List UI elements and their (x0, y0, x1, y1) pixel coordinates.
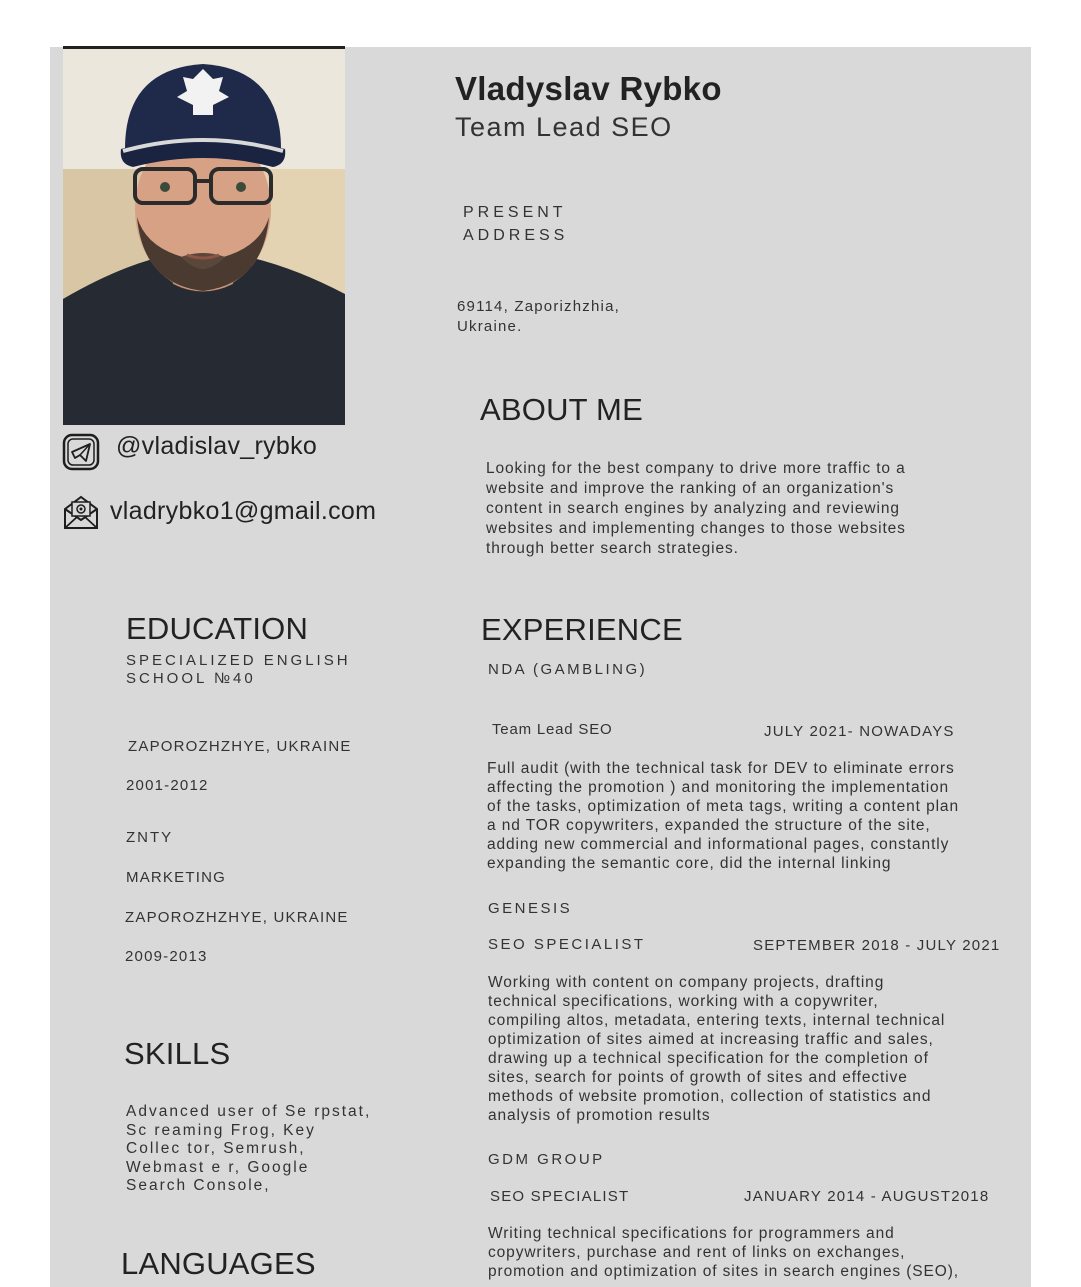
job-position: Team Lead SEO (492, 721, 613, 738)
about-heading: ABOUT ME (480, 392, 643, 427)
profile-photo (63, 46, 345, 425)
job-line: a nd TOR copywriters, expanded the structure of the site, (487, 817, 931, 834)
job-line: promotion and optimization of sites in search engines (SEO), (488, 1263, 959, 1280)
skills-line: Sc reaming Frog, Key (126, 1121, 316, 1139)
job-period: SEPTEMBER 2018 - JULY 2021 (753, 937, 1001, 954)
address-label-line2: ADDRESS (463, 227, 569, 244)
skills-heading: SKILLS (124, 1036, 231, 1071)
about-line: Looking for the best company to drive more traffic to a (486, 460, 906, 477)
job-line: drawing up a technical specification for the completion of (488, 1050, 929, 1067)
education-heading: EDUCATION (126, 611, 309, 646)
job-line: compiling altos, metadata, entering texts, internal technical (488, 1012, 946, 1029)
job-company: NDA (GAMBLING) (488, 661, 648, 678)
job-position: SEO SPECIALIST (490, 1188, 630, 1205)
person-name: Vladyslav Rybko (455, 70, 722, 107)
job-position: SEO SPECIALIST (488, 936, 646, 953)
portrait-illustration (63, 49, 345, 425)
job-line: methods of website promotion, collection of statistics and (488, 1088, 932, 1105)
languages-heading: LANGUAGES (121, 1246, 316, 1281)
about-line: websites and implementing changes to those websites (486, 520, 906, 537)
telegram-handle[interactable]: @vladislav_rybko (116, 432, 318, 460)
skills-line: Search Console, (126, 1177, 271, 1194)
education-school-line1: SPECIALIZED ENGLISH (126, 652, 351, 669)
address-label-line1: PRESENT (463, 204, 567, 221)
job-line: technical specifications, working with a copywriter, (488, 993, 879, 1010)
job-line: affecting the promotion ) and monitoring the implementation (487, 779, 950, 796)
job-line: adding new commercial and informational pages, constantly (487, 836, 950, 853)
skills-line: Advanced user of Se rpstat, (126, 1103, 372, 1120)
email-icon (62, 493, 100, 531)
job-period: JULY 2021- NOWADAYS (764, 723, 955, 740)
address-line1: 69114, Zaporizhzhia, (457, 298, 620, 315)
job-description (488, 1224, 1018, 1281)
address-line2: Ukraine. (457, 318, 523, 335)
about-line: content in search engines by analyzing and reviewing (486, 500, 900, 517)
job-line: analysis of promotion results (488, 1107, 711, 1124)
person-title: Team Lead SEO (455, 112, 673, 142)
job-line: sites, search for points of growth of sites and effective (488, 1069, 908, 1086)
education-school-location: ZAPOROZHZHYE, UKRAINE (128, 738, 352, 755)
job-line: Writing technical specifications for programmers and (488, 1225, 895, 1242)
about-text (486, 459, 966, 558)
education-uni-years: 2009-2013 (125, 948, 208, 965)
education-school-years: 2001-2012 (126, 777, 209, 794)
job-period: JANUARY 2014 - AUGUST2018 (744, 1188, 990, 1205)
email-address[interactable]: vladrybko1@gmail.com (110, 497, 377, 525)
job-line: copywriters, purchase and rent of links on exchanges, (488, 1244, 906, 1261)
job-line: Working with content on company projects, drafting (488, 974, 885, 991)
education-uni-location: ZAPOROZHZHYE, UKRAINE (125, 909, 349, 926)
job-description (488, 973, 1018, 1125)
education-uni: ZNTY (126, 829, 174, 846)
job-line: of the tasks, optimization of meta tags, writing a content plan (487, 798, 959, 815)
experience-heading: EXPERIENCE (481, 612, 683, 647)
job-company: GDM GROUP (488, 1151, 605, 1168)
job-line: optimization of sites aimed at increasing traffic and sales, (488, 1031, 934, 1048)
skills-text (126, 1103, 371, 1196)
job-line: expanding the semantic core, did the internal linking (487, 855, 892, 872)
job-line: Full audit (with the technical task for DEV to eliminate errors (487, 760, 955, 777)
about-line: website and improve the ranking of an organization's (486, 480, 895, 497)
telegram-icon (62, 433, 100, 471)
job-company: GENESIS (488, 900, 573, 917)
job-description (487, 759, 1027, 873)
skills-line: Webmast e r, Google (126, 1158, 310, 1176)
education-uni-field: MARKETING (126, 869, 226, 886)
about-line: through better search strategies. (486, 540, 739, 557)
education-school-line2: SCHOOL №40 (126, 670, 256, 687)
skills-line: Collec tor, Semrush, (126, 1140, 306, 1157)
